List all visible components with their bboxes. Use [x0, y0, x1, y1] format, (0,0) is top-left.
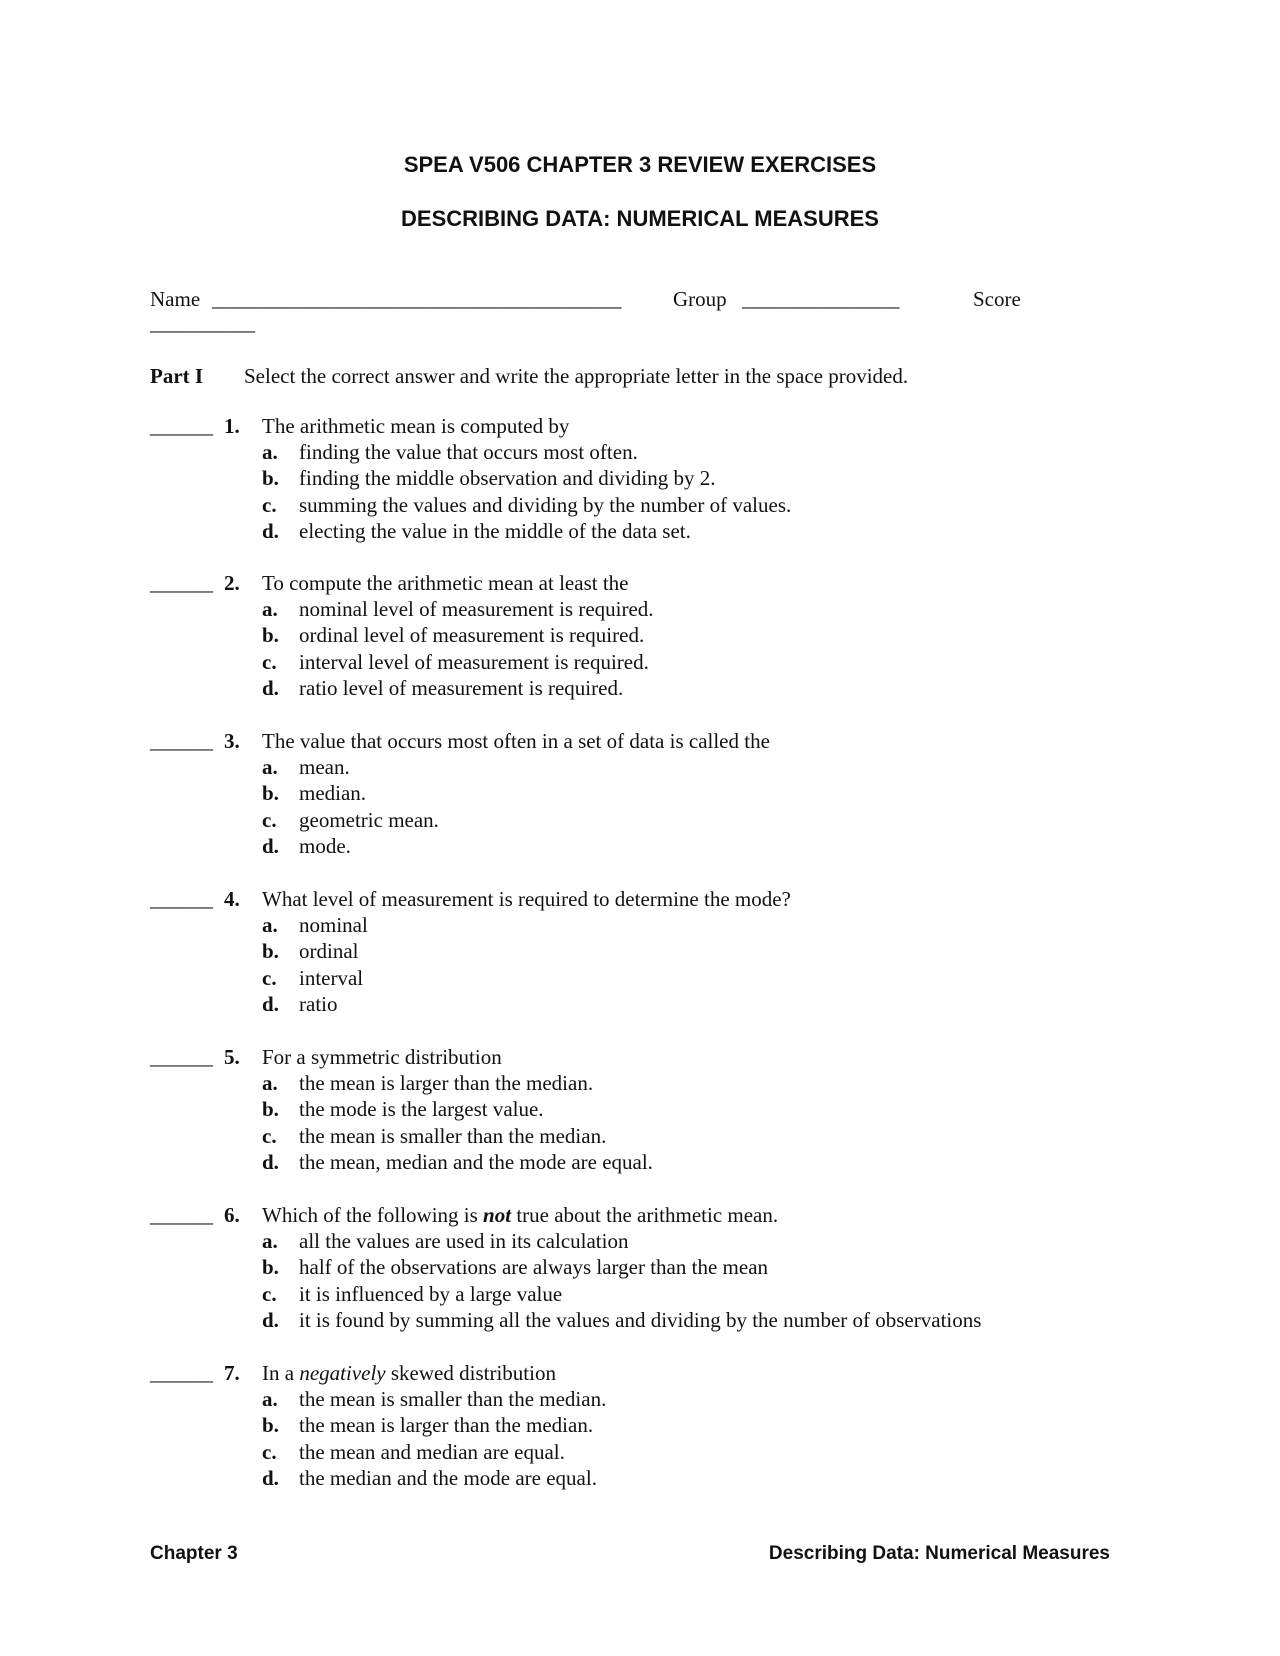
question-text: What level of measurement is required to determine the mode? — [262, 887, 791, 911]
option-b — [150, 622, 1150, 648]
option-text: the mean and median are equal. — [299, 1439, 565, 1464]
option-letter: b. — [262, 1413, 279, 1438]
option-letter: c. — [262, 492, 277, 517]
option-letter: b. — [262, 623, 279, 648]
question-text: To compute the arithmetic mean at least the — [262, 571, 629, 595]
question-text: The value that occurs most often in a set of data is called the — [262, 729, 770, 753]
option-letter: d. — [262, 675, 279, 700]
emphasis-negatively: negatively — [299, 1361, 386, 1385]
option-letter: a. — [262, 1387, 278, 1411]
question-5 — [150, 1044, 1150, 1175]
option-text: electing the value in the middle of the data set. — [299, 518, 691, 543]
option-text: the mean is larger than the median. — [299, 1413, 594, 1438]
option-a — [150, 1228, 1150, 1254]
answer-blank: ______ — [150, 887, 213, 911]
option-text: nominal — [299, 913, 368, 937]
option-letter: b. — [262, 939, 279, 964]
option-text: summing the values and dividing by the number of values. — [299, 492, 792, 517]
option-d — [150, 833, 1150, 859]
question-1 — [150, 413, 1150, 544]
part-instruction: Select the correct answer and write the appropriate letter in the space provided. — [244, 364, 909, 388]
option-text: finding the value that occurs most often. — [299, 440, 638, 464]
question-number: 5. — [224, 1045, 240, 1069]
question-4 — [150, 886, 1150, 1017]
option-c — [150, 1439, 1150, 1465]
question-number: 1. — [224, 414, 240, 438]
option-letter: a. — [262, 755, 278, 779]
name-blank: _______________________________________ — [212, 287, 622, 311]
question-number: 3. — [224, 729, 240, 753]
footer-section-title: Describing Data: Numerical Measures — [768, 1543, 1110, 1564]
option-b — [150, 1096, 1150, 1122]
student-info-line — [150, 287, 1050, 313]
option-a — [150, 912, 1150, 938]
option-a — [150, 754, 1150, 780]
group-label: Group — [673, 287, 727, 311]
option-letter: d. — [262, 1307, 279, 1332]
option-text: it is influenced by a large value — [299, 1281, 563, 1306]
option-letter: d. — [262, 1149, 279, 1174]
option-letter: a. — [262, 1071, 278, 1095]
option-text: the mean is smaller than the median. — [299, 1387, 607, 1411]
option-text: the mean is larger than the median. — [299, 1071, 594, 1095]
option-text: ordinal level of measurement is required. — [299, 623, 645, 648]
option-text: median. — [299, 781, 367, 806]
option-letter: b. — [262, 466, 279, 491]
option-d — [150, 1149, 1150, 1175]
option-text: nominal level of measurement is required. — [299, 597, 654, 621]
answer-blank: ______ — [150, 729, 213, 753]
option-text: it is found by summing all the values and dividing by the number of observations — [299, 1307, 982, 1332]
option-letter: c. — [262, 1123, 277, 1148]
option-d — [150, 1307, 1150, 1333]
option-a — [150, 596, 1150, 622]
question-text: In a negatively skewed distribution — [262, 1361, 556, 1385]
score-label: Score — [973, 287, 1021, 311]
option-letter: c. — [262, 807, 277, 832]
option-letter: a. — [262, 1229, 278, 1253]
question-6 — [150, 1202, 1150, 1333]
option-b — [150, 465, 1150, 491]
answer-blank: ______ — [150, 1045, 213, 1069]
option-letter: b. — [262, 781, 279, 806]
question-7 — [150, 1360, 1150, 1491]
option-text: the median and the mode are equal. — [299, 1465, 597, 1490]
option-c — [150, 1281, 1150, 1307]
option-text: finding the middle observation and dividing by 2. — [299, 466, 716, 491]
option-c — [150, 965, 1150, 991]
option-d — [150, 1465, 1150, 1491]
option-a — [150, 1386, 1150, 1412]
option-a — [150, 1070, 1150, 1096]
part-label: Part I — [150, 364, 204, 388]
option-letter: d. — [262, 833, 279, 858]
option-letter: d. — [262, 1465, 279, 1490]
option-text: half of the observations are always larger than the mean — [299, 1255, 769, 1280]
option-letter: a. — [262, 913, 278, 937]
option-d — [150, 991, 1150, 1017]
option-text: ratio level of measurement is required. — [299, 675, 624, 700]
question-text: Which of the following is not true about the arithmetic mean. — [262, 1203, 779, 1227]
answer-blank: ______ — [150, 1361, 213, 1385]
option-text: interval level of measurement is required. — [299, 649, 649, 674]
option-text: the mean, median and the mode are equal. — [299, 1149, 653, 1174]
option-text: the mean is smaller than the median. — [299, 1123, 607, 1148]
option-letter: c. — [262, 1281, 277, 1306]
answer-blank: ______ — [150, 571, 213, 595]
option-letter: b. — [262, 1097, 279, 1122]
option-c — [150, 492, 1150, 518]
score-blank: __________ — [150, 311, 255, 335]
option-b — [150, 1412, 1150, 1438]
option-a — [150, 439, 1150, 465]
question-2 — [150, 570, 1150, 701]
emphasis-not: not — [483, 1203, 512, 1227]
option-d — [150, 518, 1150, 544]
option-letter: d. — [262, 518, 279, 543]
option-b — [150, 780, 1150, 806]
option-c — [150, 649, 1150, 675]
footer-chapter: Chapter 3 — [150, 1543, 238, 1564]
question-number: 2. — [224, 571, 240, 595]
option-c — [150, 807, 1150, 833]
option-text: ratio — [299, 991, 338, 1016]
name-label: Name — [150, 287, 201, 311]
answer-blank: ______ — [150, 414, 213, 438]
question-number: 7. — [224, 1361, 240, 1385]
document-subtitle: DESCRIBING DATA: NUMERICAL MEASURES — [401, 206, 879, 231]
option-text: the mode is the largest value. — [299, 1097, 544, 1122]
option-text: geometric mean. — [299, 807, 439, 832]
question-3 — [150, 728, 1150, 859]
group-blank: _______________ — [742, 287, 900, 311]
option-letter: c. — [262, 965, 277, 990]
option-letter: b. — [262, 1255, 279, 1280]
option-b — [150, 1254, 1150, 1280]
option-letter: d. — [262, 991, 279, 1016]
question-number: 4. — [224, 887, 240, 911]
option-d — [150, 675, 1150, 701]
option-letter: a. — [262, 597, 278, 621]
option-letter: c. — [262, 649, 277, 674]
option-letter: c. — [262, 1439, 277, 1464]
option-text: mean. — [299, 755, 350, 779]
option-letter: a. — [262, 440, 278, 464]
question-number: 6. — [224, 1203, 240, 1227]
question-text: For a symmetric distribution — [262, 1045, 502, 1069]
option-text: mode. — [299, 833, 351, 858]
option-text: interval — [299, 965, 364, 990]
question-text: The arithmetic mean is computed by — [262, 414, 570, 438]
option-c — [150, 1123, 1150, 1149]
document-title: SPEA V506 CHAPTER 3 REVIEW EXERCISES — [403, 152, 877, 177]
option-text: ordinal — [299, 939, 359, 964]
part-heading — [150, 364, 908, 389]
option-text: all the values are used in its calculation — [299, 1229, 629, 1253]
option-b — [150, 938, 1150, 964]
answer-blank: ______ — [150, 1203, 213, 1227]
